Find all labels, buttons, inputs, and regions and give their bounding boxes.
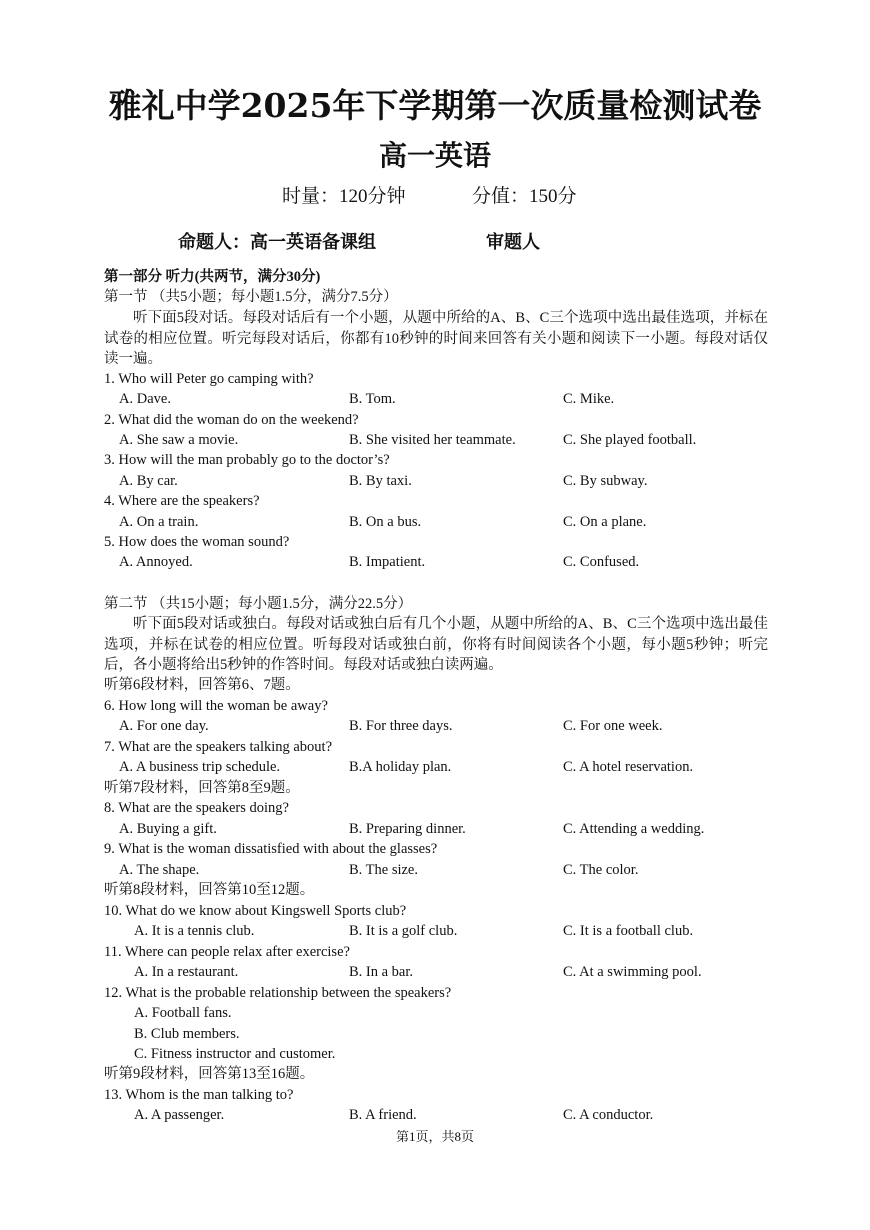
option-b: B. A friend. [349, 1107, 417, 1123]
part1-heading: 第一部分 听力(共两节，满分30分) [104, 269, 321, 285]
question-stem: 5. How does the woman sound? [104, 534, 290, 550]
exam-score: 分值：150分 [472, 186, 577, 207]
option-b: B. The size. [349, 862, 418, 878]
option-a: A. Buying a gift. [119, 821, 217, 837]
page-number: 第1页，共8页 [395, 1129, 474, 1144]
exam-duration: 时量：120分钟 [282, 186, 406, 207]
option-b: B. Tom. [349, 391, 396, 407]
option-b: B. On a bus. [349, 514, 422, 530]
question-stem: 1. Who will Peter go camping with? [104, 371, 314, 387]
option-b: B. She visited her teammate. [349, 432, 516, 448]
question-stem: 7. What are the speakers talking about? [104, 739, 333, 755]
option-c: C. A conductor. [563, 1107, 654, 1123]
option-a: A. For one day. [119, 718, 209, 734]
option-a: A. The shape. [119, 862, 200, 878]
option-a: A. Annoyed. [119, 554, 193, 570]
option-b: B. By taxi. [349, 473, 412, 489]
option-a: A. A business trip schedule. [119, 759, 281, 775]
option-b: B.A holiday plan. [349, 759, 452, 775]
material-8-heading: 听第8段材料，回答第10至12题。 [104, 882, 315, 898]
option-a: A. Dave. [119, 391, 171, 407]
exam-author: 命题人：高一英语备课组 [178, 232, 376, 253]
option-c: C. At a swimming pool. [563, 964, 702, 980]
option-b: B. In a bar. [349, 964, 414, 980]
option-c: C. She played football. [563, 432, 697, 448]
option-a: A. She saw a movie. [119, 432, 239, 448]
section1-heading: 第一节 （共5小题；每小题1.5分，满分7.5分） [104, 289, 398, 305]
exam-reviewer: 审题人 [486, 232, 540, 253]
question-stem: 9. What is the woman dissatisfied with about the glasses? [104, 841, 438, 857]
section2-heading: 第二节 （共15小题；每小题1.5分，满分22.5分） [104, 596, 413, 612]
option-c: C. On a plane. [563, 514, 647, 530]
question-stem: 8. What are the speakers doing? [104, 800, 289, 816]
option-a: A. It is a tennis club. [134, 923, 255, 939]
question-stem: 11. Where can people relax after exercise? [104, 944, 350, 960]
option-c: C. Mike. [563, 391, 615, 407]
exam-title: 雅礼中学2025年下学期第一次质量检测试卷 [108, 86, 762, 125]
option-c: C. By subway. [563, 473, 648, 489]
option-c: C. It is a football club. [563, 923, 694, 939]
question-stem: 10. What do we know about Kingswell Sports club? [104, 903, 407, 919]
option-b: B. It is a golf club. [349, 923, 458, 939]
question-stem: 13. Whom is the man talking to? [104, 1087, 294, 1103]
question-stem: 4. Where are the speakers? [104, 493, 260, 509]
option-c: C. Confused. [563, 554, 640, 570]
exam-subject: 高一英语 [378, 139, 491, 172]
question-stem: 3. How will the man probably go to the doctor’s? [104, 452, 390, 468]
option-a: A. On a train. [119, 514, 199, 530]
option-b: B. Preparing dinner. [349, 821, 466, 837]
option-a: A. Football fans. [134, 1005, 232, 1021]
option-b: B. For three days. [349, 718, 453, 734]
option-c: C. A hotel reservation. [563, 759, 694, 775]
material-7-heading: 听第7段材料，回答第8至9题。 [104, 780, 300, 796]
option-a: A. By car. [119, 473, 178, 489]
section1-instructions: 听下面5段对话。每段对话后有一个小题，从题中所给的A、B、C三个选项中选出最佳选项，并标在试卷的相应位置。听完每段对话后，你都有10秒钟的时间来回答有关小题和阅读下一小题。每段对话仅读一遍。 [104, 310, 768, 367]
option-c: C. Attending a wedding. [563, 821, 705, 837]
material-6-heading: 听第6段材料，回答第6、7题。 [104, 677, 300, 693]
question-stem: 6. How long will the woman be away? [104, 698, 328, 714]
section2-instructions: 听下面5段对话或独白。每段对话或独白后有几个小题，从题中所给的A、B、C三个选项中选出最佳选项，并标在试卷的相应位置。听每段对话或独白前，你将有时间阅读各个小题，每小题5秒钟；听完后，各小题将给出5秒钟的作答时间。每段对话或独白读两遍。 [104, 616, 768, 673]
option-b: B. Club members. [134, 1026, 240, 1042]
option-a: A. In a restaurant. [134, 964, 239, 980]
option-b: B. Impatient. [349, 554, 426, 570]
option-a: A. A passenger. [134, 1107, 225, 1123]
option-c: C. Fitness instructor and customer. [134, 1046, 336, 1062]
option-c: C. The color. [563, 862, 639, 878]
material-9-heading: 听第9段材料，回答第13至16题。 [104, 1066, 315, 1082]
option-c: C. For one week. [563, 718, 663, 734]
question-stem: 2. What did the woman do on the weekend? [104, 412, 359, 428]
question-stem: 12. What is the probable relationship between the speakers? [104, 985, 452, 1001]
